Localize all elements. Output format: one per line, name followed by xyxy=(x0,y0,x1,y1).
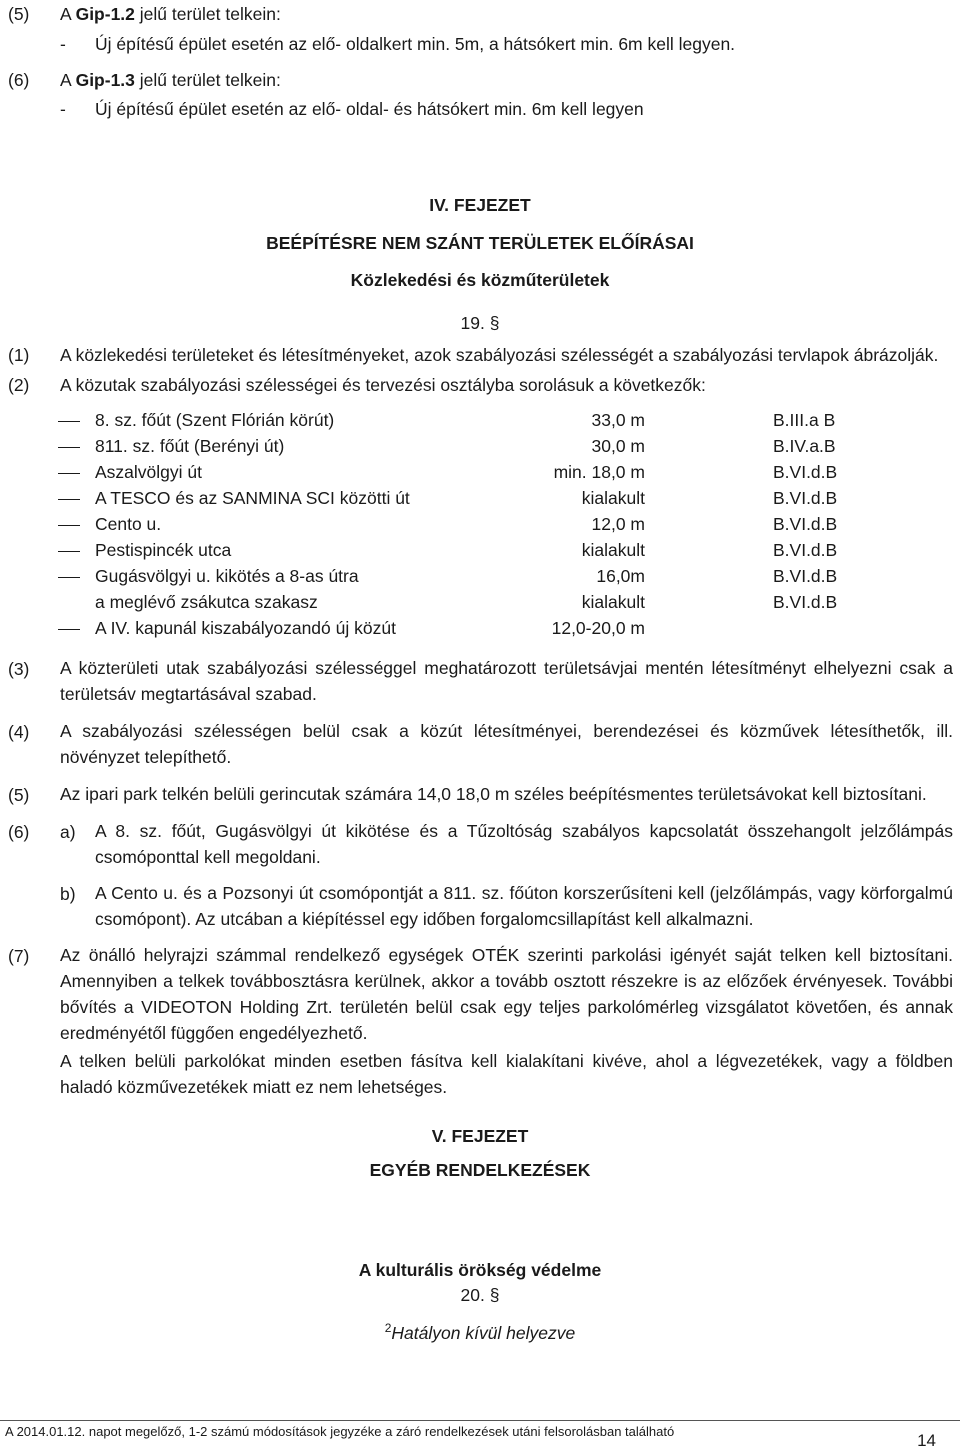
chapter-subtitle: EGYÉB RENDELKEZÉSEK xyxy=(369,1160,591,1180)
para-number: (3) xyxy=(8,659,30,679)
road-name: 811. sz. főút (Berényi út) xyxy=(95,436,285,456)
para-number: (1) xyxy=(8,345,30,365)
road-class: B.VI.d.B xyxy=(773,592,838,612)
dash-bullet xyxy=(58,577,80,578)
paragraph-number: 19. § xyxy=(460,313,500,333)
road-class: B.VI.d.B xyxy=(773,566,838,586)
para-text: A szabályozási szélességen belül csak a közút létesítményei, berendezései és közművek létesíthetők, ill. növényzet telepíthető. xyxy=(60,721,953,767)
zone-heading: A Gip-1.2 jelű terület telkein: xyxy=(60,4,281,24)
chapter-subtitle: BEÉPÍTÉSRE NEM SZÁNT TERÜLETEK ELŐÍRÁSAI xyxy=(266,233,694,253)
item-label: b) xyxy=(60,884,76,904)
road-name: Cento u. xyxy=(95,514,162,534)
page-number: 14 xyxy=(917,1431,936,1450)
dash-bullet xyxy=(58,551,80,552)
paragraph-number: 20. § xyxy=(460,1285,500,1305)
dash-bullet xyxy=(58,499,80,500)
para-number: (7) xyxy=(8,946,30,966)
dash-bullet xyxy=(58,525,80,526)
road-width: kialakult xyxy=(581,540,645,560)
para-text: A közterületi utak szabályozási szélességgel meghatározott területsávjai mentén létesítményt elhelyezni csak a területsáv megtartásával szabad. xyxy=(60,658,953,704)
road-name: a meglévő zsákutca szakasz xyxy=(95,592,318,612)
para-text: A telken belüli parkolókat minden esetben fásítva kell kialakítani kivéve, ahol a légvezetékek, vagy a földben haladó közművezetékek miatt ez nem lehetséges. xyxy=(60,1051,953,1097)
bullet: - xyxy=(60,99,66,119)
chapter-title: V. FEJEZET xyxy=(431,1126,529,1146)
road-width: 30,0 m xyxy=(591,436,645,456)
footer-note: A 2014.01.12. napot megelőző, 1-2 számú módosítások jegyzéke a záró rendelkezések utáni felsorolásban található xyxy=(5,1424,675,1439)
para-text: A közlekedési területeket és létesítményeket, azok szabályozási szélességét a szabályozási tervlapok ábrázolják. xyxy=(60,345,939,365)
road-width: kialakult xyxy=(581,488,645,508)
para-text: Az önálló helyrajzi számmal rendelkező egységek OTÉK szerinti parkolási igényét saját telken kell biztosítani. Amennyiben a telkek továbbosztásra kerülnek, akkor a tovább osztott részekre is az előzőek érvényesek. További bővítés a VIDEOTON Holding Zrt. területén belül csak egy teljes parkolómérleg vizsgálatot követően, és annak eredményétől függően engedélyezhető. xyxy=(60,945,953,1043)
road-name: A TESCO és az SANMINA SCI közötti út xyxy=(95,488,410,508)
road-class: B.III.a B xyxy=(773,410,836,430)
road-class: B.VI.d.B xyxy=(773,514,838,534)
para-number: (5) xyxy=(8,785,30,805)
road-name: Pestispincék utca xyxy=(95,540,232,560)
dash-bullet xyxy=(58,421,80,422)
dash-bullet xyxy=(58,447,80,448)
footer-divider xyxy=(0,1420,960,1421)
para-number: (5) xyxy=(8,4,30,24)
road-width: kialakult xyxy=(581,592,645,612)
zone-rule: Új építésű épület esetén az elő- oldal- és hátsókert min. 6m kell legyen xyxy=(95,99,644,119)
road-width: min. 18,0 m xyxy=(553,462,645,482)
road-class: B.VI.d.B xyxy=(773,488,838,508)
para-number: (6) xyxy=(8,822,30,842)
para-number: (4) xyxy=(8,722,30,742)
chapter-title: IV. FEJEZET xyxy=(429,195,531,215)
item-label: a) xyxy=(60,822,76,842)
road-width: 33,0 m xyxy=(591,410,645,430)
section-heading: Közlekedési és közműterületek xyxy=(350,270,610,290)
section-heading: A kulturális örökség védelme xyxy=(358,1260,602,1280)
road-class: B.IV.a.B xyxy=(773,436,836,456)
repeal-note: $^2$Hatályon kívül helyezve xyxy=(384,1321,576,1343)
para-text: A közutak szabályozási szélességei és tervezési osztályba sorolásuk a következők: xyxy=(60,375,706,395)
road-name: 8. sz. főút (Szent Flórián körút) xyxy=(95,410,335,430)
para-number: (6) xyxy=(8,70,30,90)
para-text: Az ipari park telkén belüli gerincutak számára 14,0 18,0 m széles beépítésmentes területsávokat kell biztosítani. xyxy=(60,784,927,804)
road-name: Gugásvölgyi u. kikötés a 8-as útra xyxy=(95,566,359,586)
road-class: B.VI.d.B xyxy=(773,462,838,482)
road-class: B.VI.d.B xyxy=(773,540,838,560)
road-width: 12,0 m xyxy=(591,514,645,534)
zone-heading: A Gip-1.3 jelű terület telkein: xyxy=(60,70,281,90)
para-text: A Cento u. és a Pozsonyi út csomópontját a 811. sz. főúton korszerűsíteni kell (jelzőlámpás, vagy körforgalmú csomópont). Az utcában a kiépítéssel egy időben forgalomcsillapítást kell alkalmazni. xyxy=(95,883,953,929)
para-number: (2) xyxy=(8,375,30,395)
dash-bullet xyxy=(58,473,80,474)
road-name: A IV. kapunál kiszabályozandó új közút xyxy=(95,618,396,638)
zone-rule: Új építésű épület esetén az elő- oldalkert min. 5m, a hátsókert min. 6m kell legyen. xyxy=(95,34,736,54)
para-text: A 8. sz. főút, Gugásvölgyi út kikötése és a Tűzoltóság szabályos kapcsolatát összehangolt jelzőlámpás csomóponttal kell megoldani. xyxy=(95,821,953,867)
road-width: 12,0-20,0 m xyxy=(551,618,645,638)
dash-bullet xyxy=(58,629,80,630)
road-name: Aszalvölgyi út xyxy=(95,462,202,482)
bullet: - xyxy=(60,34,66,54)
road-width: 16,0m xyxy=(596,566,645,586)
